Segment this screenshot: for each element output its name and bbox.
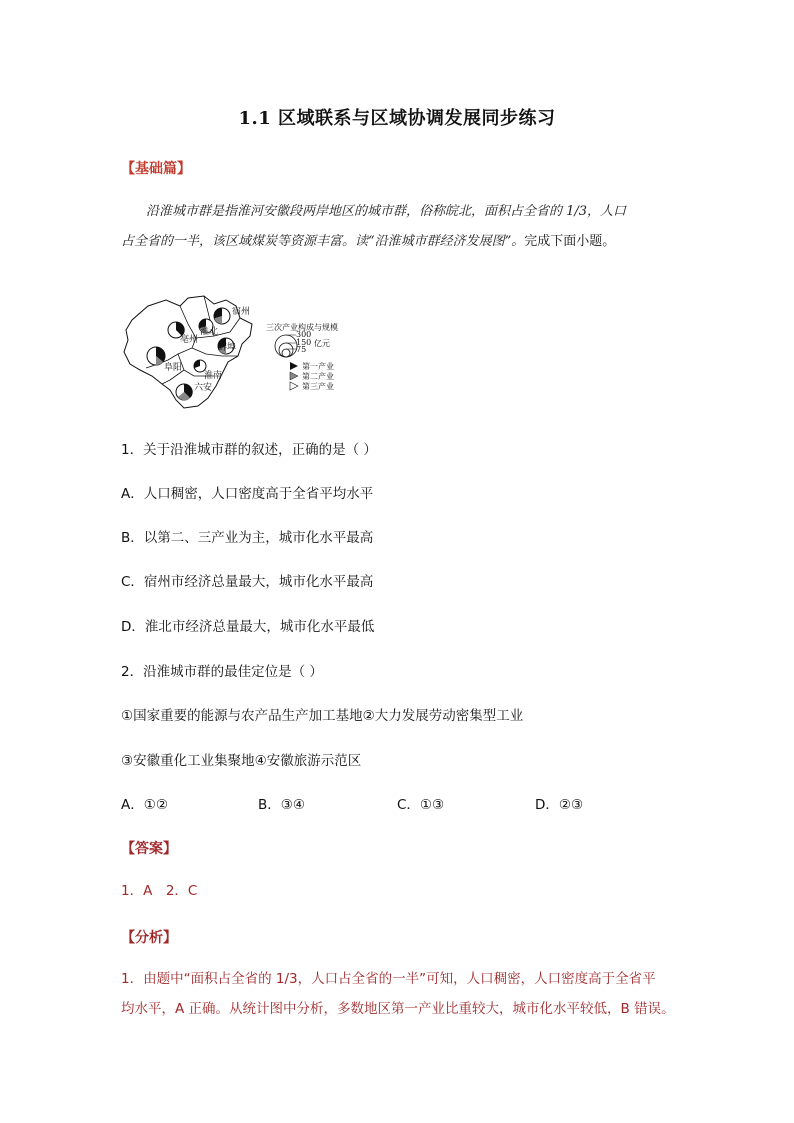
q1-option-b: B．以第二、三产业为主，城市化水平最高 <box>121 530 374 546</box>
q2-option-b: B．③④ <box>258 797 305 813</box>
section-basic-label: 【基础篇】 <box>121 161 191 177</box>
analysis-line-1: 1．由题中“面积占全省的 1/3，人口占全省的一半”可知，人口稠密，人口密度高于全省平 <box>121 971 656 987</box>
legend-scale-circles <box>275 335 297 357</box>
legend-secondary: 第二产业 <box>302 372 334 381</box>
city-label-bengbu: 蚌埠 <box>218 343 237 353</box>
q2-statement-line-2: ③安徽重化工业集聚地④安徽旅游示范区 <box>121 753 362 769</box>
intro-text-2b: 完成下面小题。 <box>524 234 616 249</box>
legend-primary: 第一产业 <box>302 362 334 371</box>
q2-option-c: C．①③ <box>397 797 445 813</box>
intro-text-1: 沿淮城市群是指淮河安徽段两岸地区的城市群，俗称皖北，面积占全省的 1/3，人口 <box>146 204 627 219</box>
legend-scale-300: 300 <box>296 330 312 339</box>
intro-line-2 <box>121 229 721 255</box>
legend-scale-unit: 亿元 <box>314 339 330 348</box>
city-label-huainan: 淮南 <box>204 371 223 381</box>
pie-suzhou <box>214 308 230 324</box>
legend-title: 三次产业构成与规模 <box>266 323 338 332</box>
economic-development-map <box>118 290 358 415</box>
q2-statement-line-1: ①国家重要的能源与农产品生产加工基地②大力发展劳动密集型工业 <box>121 708 524 724</box>
q1-option-d: D．淮北市经济总量最大，城市化水平最低 <box>121 619 375 635</box>
q2-option-a: A．①② <box>121 797 168 813</box>
page-title: 1.1 区域联系与区域协调发展同步练习 <box>238 108 556 129</box>
legend-scale-150: 150 <box>296 338 312 347</box>
question-2-stem: 2．沿淮城市群的最佳定位是（ ） <box>121 664 323 680</box>
question-1-stem: 1．关于沿淮城市群的叙述，正确的是（ ） <box>121 442 377 458</box>
tertiary-industry-icon <box>290 382 298 390</box>
answer-text: 1．A 2．C <box>121 883 198 899</box>
answer-label: 【答案】 <box>121 841 177 857</box>
city-label-huaibei: 淮北 <box>200 327 219 337</box>
legend-tertiary: 第三产业 <box>302 382 334 391</box>
q1-option-a: A．人口稠密，人口密度高于全省平均水平 <box>121 486 374 502</box>
analysis-label: 【分析】 <box>121 930 177 946</box>
intro-text-2a: 占全省的一半，该区域煤炭等资源丰富。读“沿淮城市群经济发展图”。 <box>121 234 525 249</box>
secondary-industry-icon <box>290 372 298 380</box>
city-label-bozhou: 亳州 <box>180 335 199 345</box>
city-label-luan: 六安 <box>194 383 213 393</box>
pie-fuyang <box>147 347 165 365</box>
analysis-line-2: 均水平，A 正确。从统计图中分析，多数地区第一产业比重较大，城市化水平较低，B 错误。 <box>121 1001 675 1017</box>
legend-scale-75: 75 <box>296 345 307 354</box>
city-label-fuyang: 阜阳 <box>164 363 183 373</box>
city-label-suzhou: 宿州 <box>232 307 251 317</box>
primary-industry-icon <box>290 362 298 370</box>
q1-option-c: C．宿州市经济总量最大，城市化水平最高 <box>121 574 374 590</box>
intro-line-1 <box>146 199 706 225</box>
pie-luan <box>176 384 193 400</box>
q2-option-d: D．②③ <box>535 797 584 813</box>
